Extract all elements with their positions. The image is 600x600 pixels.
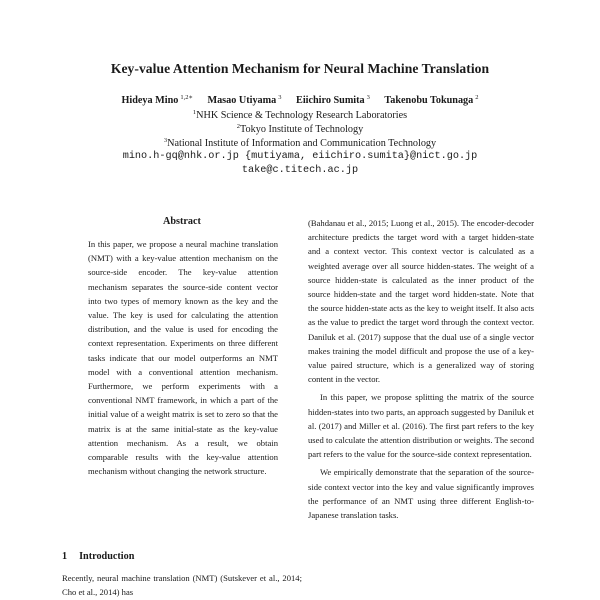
paragraph: (Bahdanau et al., 2015; Luong et al., 2015). The encoder-decoder architecture predicts the target word with a target hidden-state and a context vector. This context vector is calculated as a weighted average over all source hidden-states. The weight of a source hidden-state is calculated as the inner product of the source hidden-state and the target word hidden-state. Note that the source hidden-state acts as the key to weight itself. It also acts as the value to predict the target word through the context vector. Daniluk et al. (2017) suppose that the dual use of a single vector makes training the model difficult and propose the use of a key-value paired structure, which is a generalized way of storing content in the vector. [308,218,534,385]
paragraph: In this paper, we propose splitting the matrix of the source hidden-states into two parts, an approach suggested by Daniluk et al. (2017) and Miller et al. (2016). The first part refers to the key used to calculate the attention distribution or weights. The second part refers to the value for the source-side context representation. [308,392,534,460]
paragraph: We empirically demonstrate that the separation of the source-side context vector into the key and value significantly improves the performance of an NMT using three different English-to-Japanese translation tasks. [308,467,534,521]
section-title: Introduction [79,551,135,562]
section-number: 1 [62,551,68,562]
author-affiliation-mark: 3 [278,94,282,101]
right-column-body [308,216,534,522]
author-affiliation-mark: 1,2∗ [180,94,193,101]
abstract-text: In this paper, we propose a neural machine translation (NMT) with a key-value attention mechanism on the source-side encoder. The key-value attention mechanism separates the source-side content vector into two types of memory known as the key and the value. The key is used for calculating the attention distribution, and the value is used for encoding the context representation. Experiments on three different tasks indicate that our model outperforms an NMT model with a conventional attention mechanism. Furthermore, we perform experiments with a conventional NMT framework, in which a part of the initial value of a weight matrix is set to zero so that the matrix is at the same initial-state as the key-value attention mechanism. As a result, we obtain comparable results with the key-value attention mechanism without changing the network structure. [88,239,278,477]
author [207,95,281,106]
author-name: Hideya Mino [121,95,179,106]
abstract-body [88,237,278,478]
affiliation-text: Tokyo Institute of Technology [240,124,364,135]
author-affiliation-mark: 2 [475,94,479,101]
author-affiliation-mark: 3 [366,94,370,101]
author-emails: mino.h-gq@nhk.or.jp {mutiyama, eiichiro.sumita}@nict.go.jp [122,151,478,162]
affiliation [0,137,600,149]
affiliation-text: National Institute of Information and Communication Technology [167,138,437,149]
section-heading-introduction [62,551,134,562]
affiliation-mark: 3 [163,137,168,144]
author [296,95,370,106]
abstract-heading: Abstract [163,216,201,227]
author-name: Eiichiro Sumita [296,95,365,106]
author [121,95,192,106]
introduction-body [62,571,302,599]
paper-title: Key-value Attention Mechanism for Neural Machine Translation [110,61,490,76]
author [384,95,478,106]
affiliation-mark: 1 [192,109,197,116]
author-email: take@c.titech.ac.jp [241,165,359,176]
paragraph: Recently, neural machine translation (NMT) (Sutskever et al., 2014; Cho et al., 2014) has [62,573,302,598]
affiliation [0,123,600,135]
author-name: Masao Utiyama [207,95,277,106]
affiliation-text: NHK Science & Technology Research Laboratories [196,110,408,121]
affiliation [0,109,600,121]
author-list [0,93,600,106]
author-name: Takenobu Tokunaga [384,95,474,106]
affiliation-mark: 2 [236,123,241,130]
